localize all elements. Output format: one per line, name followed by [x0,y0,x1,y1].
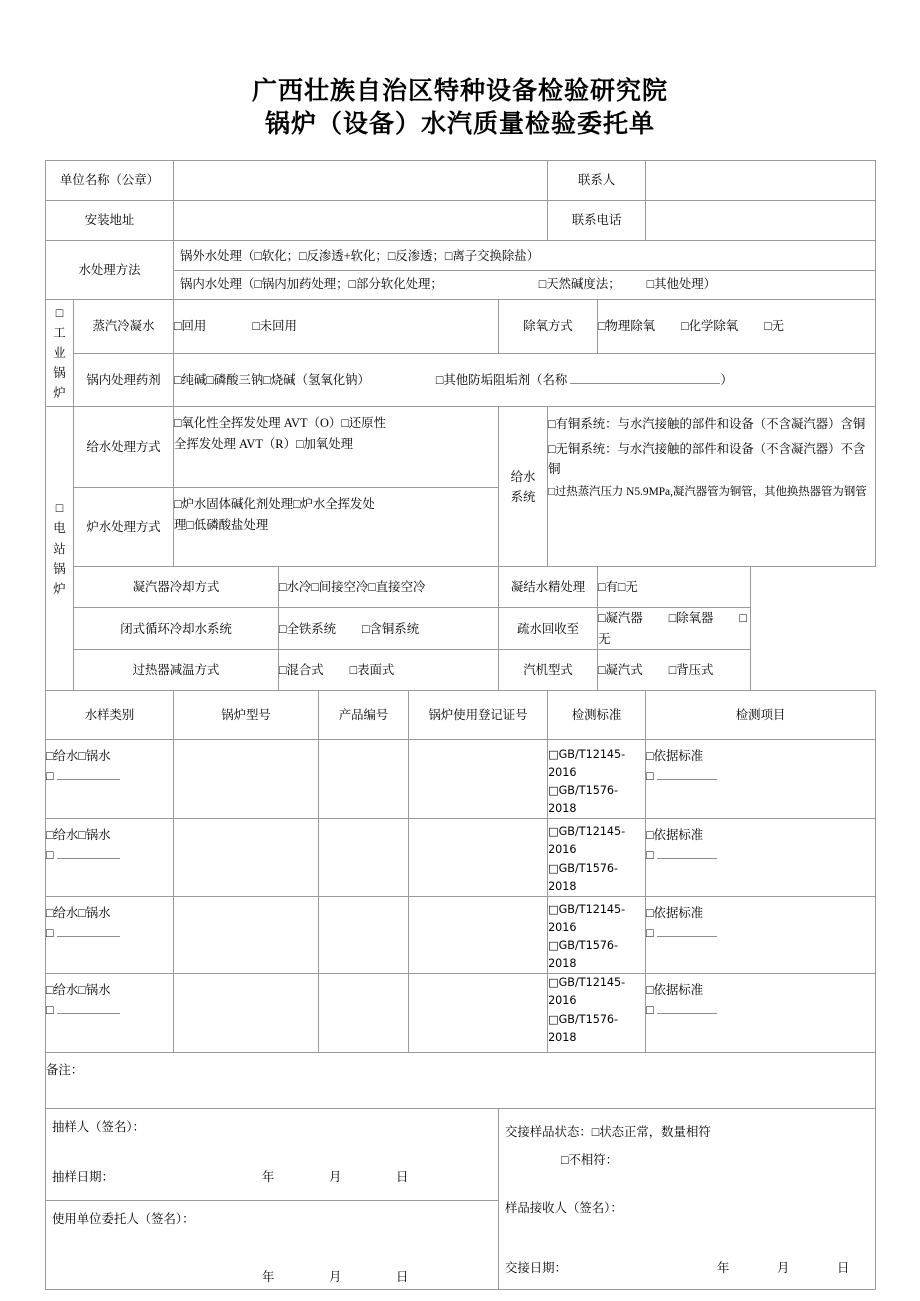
header-registration-no: 锅炉使用登记证号 [409,690,548,739]
test-item-cell[interactable] [646,819,876,897]
sample-category-line2[interactable] [46,845,173,865]
contact-phone-label: 联系电话 [548,201,646,241]
receiver-signature-space[interactable] [505,1218,869,1258]
client-date-year[interactable]: 年 [262,1270,275,1284]
feedwater-option-line2: 全挥发处理 AVT（R）□加氧处理 [174,436,354,451]
drain-recovery-options [598,608,751,649]
sample-category-checkbox[interactable]: □ [46,1003,54,1018]
unit-name-value[interactable] [174,161,548,201]
boiler-model-cell[interactable] [174,974,319,1053]
steam-condensate-options [174,300,499,354]
test-item-checkbox[interactable]: □ [646,848,654,863]
test-item-by-standard-option[interactable]: □依据标准 [646,905,704,920]
sample-category-checkbox[interactable]: □ [46,848,54,863]
test-item-input[interactable] [657,925,717,937]
header-boiler-model: 锅炉型号 [174,690,319,739]
client-signature-space[interactable] [52,1229,492,1267]
desuperheating-options [279,649,499,690]
sample-category-line1[interactable]: □给水□锅水 [46,828,111,843]
desuper-mixed-option[interactable]: □混合式 [279,662,324,677]
header-test-standard: 检测标准 [548,690,646,739]
sampler-label: 抽样人（签名）： [52,1119,145,1134]
install-address-value[interactable] [174,201,548,241]
drain-condenser-option[interactable]: □凝汽器 [598,611,643,626]
drain-recovery-label: 疏水回收至 [499,608,598,649]
sample-date-label: 抽样日期： [52,1170,114,1184]
standard-gbt12145-option[interactable]: □GB/T12145-2016 [548,825,626,857]
water-treatment-options [174,241,876,300]
internal-water-treatment-part2: □天然碱度法； [538,276,621,291]
title-line-2: 锅炉（设备）水汽质量检验委托单 [264,110,655,138]
condensate-polishing-options[interactable]: □有□无 [598,567,751,608]
test-item-by-standard-option[interactable]: □依据标准 [646,748,704,763]
sample-category-cell[interactable] [46,974,174,1053]
handover-date-label: 交接日期： [505,1261,567,1275]
drain-deaerator-option[interactable]: □除氧器 [668,611,714,626]
contact-phone-value[interactable] [646,201,876,241]
standard-gbt12145-option[interactable]: □GB/T12145-2016 [548,902,626,934]
sample-table-header-row [46,690,876,739]
superheated-steam-pressure-option[interactable]: □过热蒸汽压力 N5.9MPa,凝汽器管为铜管，其他换热器管为钢管 [548,485,867,498]
sample-category-input[interactable] [57,847,120,859]
product-no-cell[interactable] [319,896,409,974]
boilerwater-treatment-label: 炉水处理方式 [74,488,174,567]
contact-person-value[interactable] [646,161,876,201]
handover-date-year[interactable]: 年 [717,1261,730,1275]
handover-mismatch-option[interactable]: □不相符： [561,1152,619,1167]
internal-water-treatment[interactable] [174,270,875,297]
table-row [46,739,876,819]
remarks-cell[interactable]: 备注： [46,1052,876,1108]
feedwater-system-label [499,407,548,567]
turbine-type-options [598,649,751,690]
client-block [46,1201,498,1289]
chemical-other-input[interactable] [570,372,720,384]
boilerwater-option-line2: 理□低磷酸盐处理 [174,517,269,532]
condenser-cooling-label: 凝汽器冷却方式 [74,567,279,608]
steam-condensate-label: 蒸汽冷凝水 [74,300,174,354]
row-condenser-cooling [46,567,876,608]
sample-category-line1[interactable]: □给水□锅水 [46,983,111,998]
power-boiler-label: 电站锅炉 [53,521,66,596]
boilerwater-option-line1: □炉水固体碱化剂处理□炉水全挥发处 [174,497,375,512]
table-row [46,819,876,897]
row-install-address [46,201,876,241]
copper-bearing-system-option[interactable]: □含铜系统 [362,621,420,636]
product-no-cell[interactable] [319,739,409,819]
sample-category-line1[interactable]: □给水□锅水 [46,748,111,763]
boilerwater-treatment-options[interactable] [174,488,499,567]
registration-no-cell[interactable] [409,739,548,819]
row-feedwater-treatment [46,407,876,488]
test-item-checkbox[interactable]: □ [646,1003,654,1018]
turbine-backpressure-option[interactable]: □背压式 [668,662,714,677]
row-internal-chemicals [46,353,876,407]
test-item-checkbox[interactable]: □ [646,925,654,940]
row-signatures [46,1108,876,1289]
product-no-cell[interactable] [319,974,409,1053]
handover-date-row [505,1258,869,1278]
sample-category-input[interactable] [57,768,120,780]
test-item-by-standard-option[interactable]: □依据标准 [646,983,704,998]
unit-name-label: 单位名称（公章） [46,161,174,201]
table-row [46,974,876,1053]
test-item-by-standard-option[interactable]: □依据标准 [646,828,704,843]
sample-category-line2[interactable] [46,923,173,943]
water-treatment-label: 水处理方法 [46,241,174,300]
boiler-model-cell[interactable] [174,739,319,819]
deox-chemical-option[interactable]: □化学除氧 [681,319,739,334]
registration-no-cell[interactable] [409,896,548,974]
table-row [46,896,876,974]
industrial-boiler-label-line2: 锅炉 [53,366,66,401]
sample-category-line2[interactable] [46,1000,173,1020]
closed-cycle-label: 闭式循环冷却水系统 [74,608,279,649]
copper-free-system-option[interactable]: □无铜系统：与水汽接触的部件和设备（不含凝汽器）不含铜 [548,441,866,476]
test-standard-cell[interactable] [548,739,646,819]
standard-gbt1576-option[interactable]: □GB/T1576-2018 [548,861,619,893]
sampling-signature-group [46,1108,499,1289]
registration-no-cell[interactable] [409,819,548,897]
handover-date-month[interactable]: 月 [777,1261,790,1275]
row-desuperheating [46,649,876,690]
receiver-label: 样品接收人（签名）： [505,1200,623,1215]
install-address-label: 安装地址 [46,201,174,241]
all-iron-system-option[interactable]: □全铁系统 [279,621,337,636]
condensate-no-reuse-option[interactable]: □未回用 [252,319,297,334]
internal-water-treatment-part1: 锅内水处理（□锅内加药处理；□部分软化处理； [180,276,443,291]
turbine-condensing-option[interactable]: □凝汽式 [598,662,643,677]
sample-date-row [52,1167,492,1187]
header-test-item: 检测项目 [646,690,876,739]
boiler-model-cell[interactable] [174,819,319,897]
test-item-checkbox[interactable]: □ [646,768,654,783]
registration-no-cell[interactable] [409,974,548,1053]
copper-system-option[interactable]: □有铜系统：与水汽接触的部件和设备（不含凝汽器）含铜 [548,417,866,432]
standard-gbt1576-option[interactable]: □GB/T1576-2018 [548,1012,619,1044]
standard-gbt1576-option[interactable]: □GB/T1576-2018 [548,783,619,816]
sample-date-month[interactable]: 月 [329,1170,342,1184]
chemical-other-suffix: ） [720,373,733,388]
sample-category-checkbox[interactable]: □ [46,768,54,783]
test-item-custom-option[interactable] [646,845,875,865]
row-remarks [46,1052,876,1108]
test-item-input[interactable] [657,768,717,780]
deox-none-option[interactable]: □无 [764,319,785,334]
sample-category-cell[interactable] [46,819,174,897]
header-sample-category: 水样类别 [46,690,174,739]
sample-category-checkbox[interactable]: □ [46,925,54,940]
desuper-surface-option[interactable]: □表面式 [349,662,395,677]
test-item-custom-option[interactable] [646,923,875,943]
test-standard-cell[interactable] [548,819,646,897]
feedwater-system-options [548,407,876,567]
sample-category-cell[interactable] [46,896,174,974]
test-item-custom-option[interactable] [646,1000,875,1020]
standard-gbt1576-option[interactable]: □GB/T1576-2018 [548,939,619,971]
test-item-cell[interactable] [646,896,876,974]
internal-chemical-label: 锅内处理药剂 [74,353,174,407]
test-item-input[interactable] [657,847,717,859]
handover-group [499,1108,876,1289]
sampler-block [46,1109,498,1201]
sample-category-line2[interactable] [46,766,173,786]
chemical-basic-options[interactable]: □纯碱□磷酸三钠□烧碱（氢氧化钠） [174,373,370,388]
sampler-signature-space[interactable] [52,1137,492,1167]
row-water-treatment [46,241,876,300]
handover-block [499,1114,875,1284]
industrial-boiler-label-line1: 工业 [53,326,66,361]
test-standard-cell[interactable] [548,974,646,1053]
boiler-model-cell[interactable] [174,896,319,974]
commission-form-table [45,160,876,1290]
chemical-other-option[interactable] [436,373,733,387]
sample-date-year[interactable]: 年 [262,1170,275,1184]
condenser-cooling-options[interactable]: □水冷□间接空冷□直接空冷 [279,567,499,608]
industrial-boiler-type-cell[interactable] [46,300,74,407]
internal-water-treatment-part3: □其他处理） [646,276,717,291]
handover-date-day[interactable]: 日 [837,1261,850,1275]
contact-person-label: 联系人 [548,161,646,201]
condensate-polishing-label: 凝结水精处理 [499,567,598,608]
client-date-day[interactable]: 日 [396,1270,409,1284]
test-item-cell[interactable] [646,739,876,819]
sample-category-line1[interactable]: □给水□锅水 [46,905,111,920]
turbine-type-label: 汽机型式 [499,649,598,690]
product-no-cell[interactable] [319,819,409,897]
feedwater-system-label-line2: 系统 [510,489,536,504]
chemical-other-prefix: □其他防垢阻垢剂（名称 [435,373,568,388]
sample-category-input[interactable] [57,1002,120,1014]
test-item-cell[interactable] [646,974,876,1053]
desuperheating-label: 过热器减温方式 [74,649,279,690]
test-item-custom-option[interactable] [646,766,875,786]
header-product-no: 产品编号 [319,690,409,739]
sample-category-input[interactable] [57,925,120,937]
feedwater-treatment-label: 给水处理方式 [74,407,174,488]
document-title [45,0,875,141]
power-boiler-checkbox[interactable]: □ [55,501,64,516]
drain-none-option[interactable]: □无 [598,611,747,646]
test-standard-cell[interactable] [548,896,646,974]
deoxygenation-options [598,300,876,354]
client-label: 使用单位委托人（签名）： [52,1211,195,1226]
standard-gbt12145-option[interactable]: □GB/T12145-2016 [548,976,626,1008]
internal-chemical-options [174,353,876,407]
deox-physical-option[interactable]: □物理除氧 [598,319,656,334]
title-line-1: 广西壮族自治区特种设备检验研究院 [251,78,668,105]
sample-category-cell[interactable] [46,739,174,819]
test-item-input[interactable] [657,1002,717,1014]
feedwater-treatment-options[interactable] [174,407,499,488]
deoxygenation-label: 除氧方式 [499,300,598,354]
condensate-reuse-option[interactable]: □回用 [174,319,207,334]
feedwater-option-line1: □氧化性全挥发处理 AVT（O）□还原性 [174,416,386,431]
handover-status-label[interactable]: 交接样品状态：□状态正常，数量相符 [505,1124,711,1139]
feedwater-system-label-line1: 给水 [510,469,536,484]
closed-cycle-options [279,608,499,649]
standard-gbt12145-option[interactable]: □GB/T12145-2016 [548,747,626,779]
external-water-treatment[interactable]: 锅外水处理（□软化；□反渗透+软化；□反渗透；□离子交换除盐） [180,249,540,264]
row-steam-condensate [46,300,876,354]
sample-date-day[interactable]: 日 [396,1170,409,1184]
spacer [505,1170,869,1198]
row-closed-cycle [46,608,876,649]
industrial-boiler-checkbox[interactable]: □ [55,306,64,320]
row-unit-name [46,161,876,201]
client-date-month[interactable]: 月 [329,1270,342,1284]
power-boiler-type-cell[interactable] [46,407,74,690]
